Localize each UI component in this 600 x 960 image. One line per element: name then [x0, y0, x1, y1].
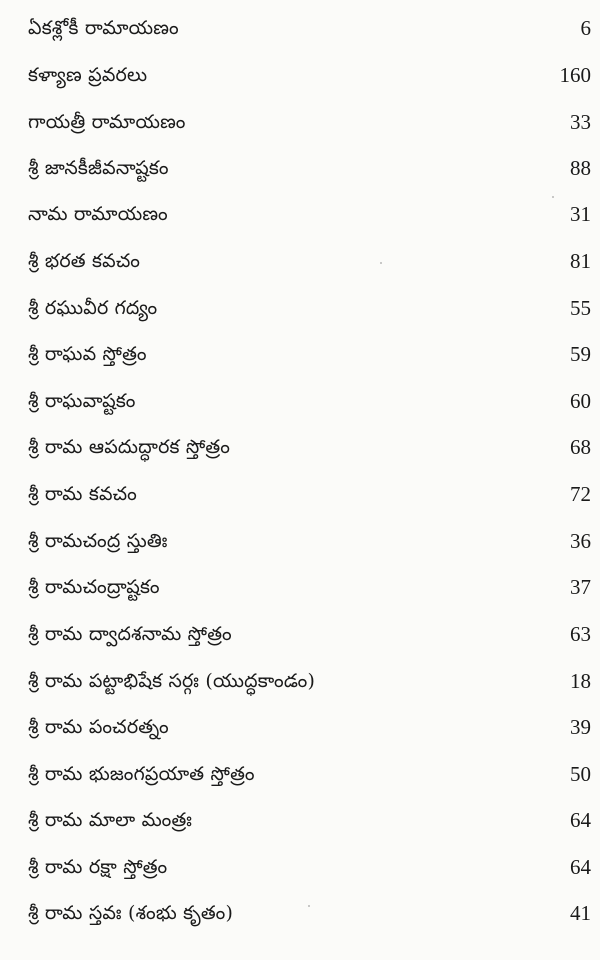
toc-entry [28, 334, 591, 374]
toc-entry-title: శ్రీ రఘువీర గద్యం [28, 297, 158, 319]
toc-entry-title: శ్రీ రాఘవాష్టకం [28, 390, 136, 412]
toc-entry-page-number: 60 [570, 389, 591, 413]
toc-entry-title: శ్రీ రామ భుజంగప్రయాత స్తోత్రం [28, 763, 255, 785]
toc-entry [28, 754, 591, 794]
toc-entry-page-number: 37 [570, 575, 591, 599]
toc-entry-page-number: 50 [570, 762, 591, 786]
toc-entry-title: శ్రీ రామ పంచరత్నం [28, 716, 169, 738]
toc-entry-page-number: 6 [580, 16, 591, 40]
toc-entry-title: ఏకశ్లోకీ రామాయణం [28, 17, 179, 39]
toc-entry-page-number: 41 [570, 901, 591, 925]
toc-entry [28, 381, 591, 421]
toc-entry-title: శ్రీ రామ ఆపదుద్ధారక స్తోత్రం [28, 436, 231, 458]
toc-entry-page-number: 59 [570, 342, 591, 366]
toc-entry-title: శ్రీ జానకీజీవనాష్టకం [28, 157, 169, 179]
toc-entry [28, 567, 591, 607]
toc-entry [28, 241, 591, 281]
toc-entry [28, 102, 591, 142]
toc-entry-title: శ్రీ రామచంద్రాష్టకం [28, 576, 160, 598]
toc-entry [28, 427, 591, 467]
toc-entry [28, 614, 591, 654]
toc-entry [28, 288, 591, 328]
toc-entry-title: నామ రామాయణం [28, 203, 168, 225]
toc-entry [28, 800, 591, 840]
toc-entry-page-number: 36 [570, 529, 591, 553]
paper-speck [380, 262, 382, 264]
toc-entry [28, 474, 591, 514]
toc-entry-title: శ్రీ రామచంద్ర స్తుతిః [28, 530, 168, 552]
toc-entry-page-number: 55 [570, 296, 591, 320]
toc-entry [28, 148, 591, 188]
toc-entry [28, 707, 591, 747]
toc-entry-title: శ్రీ రామ ద్వాదశనామ స్తోత్రం [28, 623, 232, 645]
toc-entry [28, 521, 591, 561]
toc-entry [28, 661, 591, 701]
toc-entry-title: శ్రీ రాఘవ స్తోత్రం [28, 343, 147, 365]
paper-speck [552, 196, 554, 198]
toc-entry-page-number: 81 [570, 249, 591, 273]
toc-entry-page-number: 64 [570, 808, 591, 832]
toc-entry-title: శ్రీ రామ కవచం [28, 483, 137, 505]
toc-entry-page-number: 31 [570, 202, 591, 226]
toc-entry-title: శ్రీ రామ పట్టాభిషేక సర్గః (యుద్ధకాండం) [28, 670, 316, 692]
toc-entry-page-number: 72 [570, 482, 591, 506]
toc-entry-page-number: 64 [570, 855, 591, 879]
toc-entry-page-number: 39 [570, 715, 591, 739]
toc-entry-page-number: 18 [570, 669, 591, 693]
toc-entry-title: కళ్యాణ ప్రవరలు [28, 64, 148, 86]
toc-entry [28, 847, 591, 887]
toc-entry [28, 8, 591, 48]
toc-entry-title: గాయత్రీ రామాయణం [28, 111, 186, 133]
toc-entry-title: శ్రీ రామ మాలా మంత్రః [28, 809, 193, 831]
toc-entry-page-number: 63 [570, 622, 591, 646]
toc-entry-title: శ్రీ భరత కవచం [28, 250, 141, 272]
toc-entry [28, 55, 591, 95]
toc-entry-title: శ్రీ రామ రక్షా స్తోత్రం [28, 856, 168, 878]
toc-entry-title: శ్రీ రామ స్తవః (శంభు కృతం) [28, 902, 234, 924]
toc-entry-page-number: 68 [570, 435, 591, 459]
paper-speck [308, 905, 310, 907]
toc-entry-page-number: 33 [570, 110, 591, 134]
toc-entry [28, 194, 591, 234]
toc-entry [28, 893, 591, 933]
toc-entry-page-number: 160 [559, 63, 591, 87]
toc-entry-page-number: 88 [570, 156, 591, 180]
